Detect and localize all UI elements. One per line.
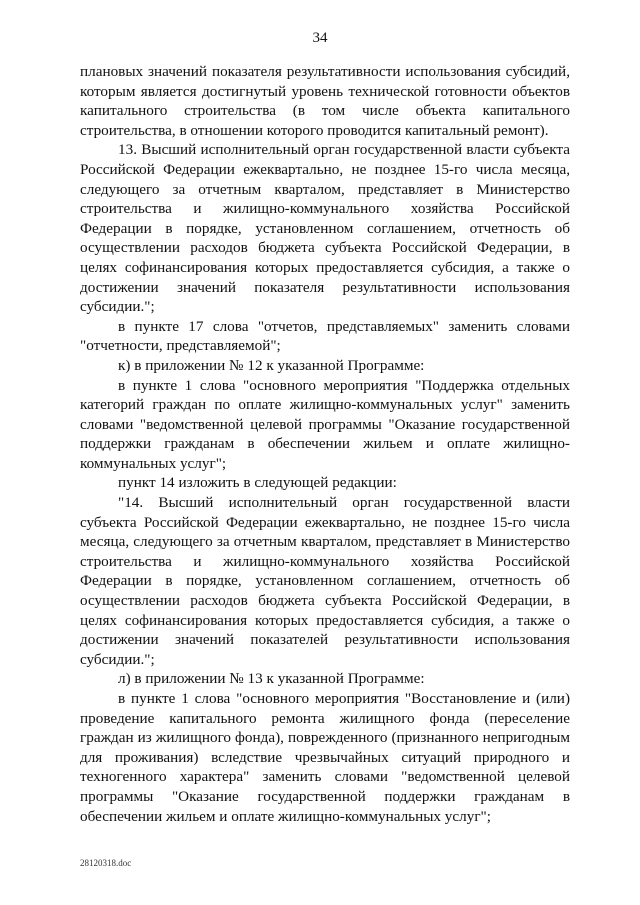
paragraph: в пункте 1 слова "основного мероприятия "Восстановление и (или) проведение капитального ремонта жилищного фонда (переселение граждан из жилищного фонда), поврежденного (признанного непригодным для проживания) вследствие чрезвычайных ситуаций природного и техногенного характера" заменить словами "ведомственной целевой программы "Оказание государственной поддержки гражданам в обеспечении жильем и оплате жилищно-коммунальных услуг";	[80, 690, 570, 825]
paragraph: л) в приложении № 13 к указанной Программе:	[118, 670, 425, 688]
paragraph: в пункте 17 слова "отчетов, представляемых" заменить словами "отчетности, представляемой";	[80, 317, 570, 355]
document-filename: 28120318.doc	[80, 858, 132, 868]
page-number: 34	[312, 30, 328, 46]
paragraph: плановых значений показателя результативности использования субсидий, которым является достигнутый уровень технической готовности объектов капитального строительства (в том числе объекта капитального строительства, в отношении которого проводится капитальный ремонт).	[80, 63, 570, 139]
paragraph: к) в приложении № 12 к указанной Программе:	[118, 356, 425, 374]
paragraph: пункт 14 изложить в следующей редакции:	[118, 474, 397, 492]
paragraph: 13. Высший исполнительный орган государственной власти субъекта Российской Федерации ежеквартально, не позднее 15-го числа месяца, следующего за отчетным кварталом, представляет в Министерство строительства и жилищно-коммунального хозяйства Российской Федерации в порядке, установленном соглашением, отчетность об осуществлении расходов бюджета субъекта Российской Федерации, в целях софинансирования которых предоставляется субсидия, а также о достижении значений показателя результативности использования субсидии.";	[80, 141, 570, 316]
paragraph: "14. Высший исполнительный орган государственной власти субъекта Российской Федерации ежеквартально, не позднее 15-го числа месяца, следующего за отчетным кварталом, представляет в Министерство строительства и жилищно-коммунального хозяйства Российской Федерации в порядке, установленном соглашением, отчетность об осуществлении расходов бюджета субъекта Российской Федерации, в целях софинансирования которых предоставляется субсидия, а также о достижении значений показателей результативности использования субсидии.";	[80, 494, 570, 668]
document-body	[80, 62, 570, 826]
paragraph: в пункте 1 слова "основного мероприятия "Поддержка отдельных категорий граждан по оплате жилищно-коммунальных услуг" заменить словами "ведомственной целевой программы "Оказание государственной поддержки гражданам в обеспечении жильем и оплате жилищно-коммунальных услуг";	[80, 376, 570, 472]
